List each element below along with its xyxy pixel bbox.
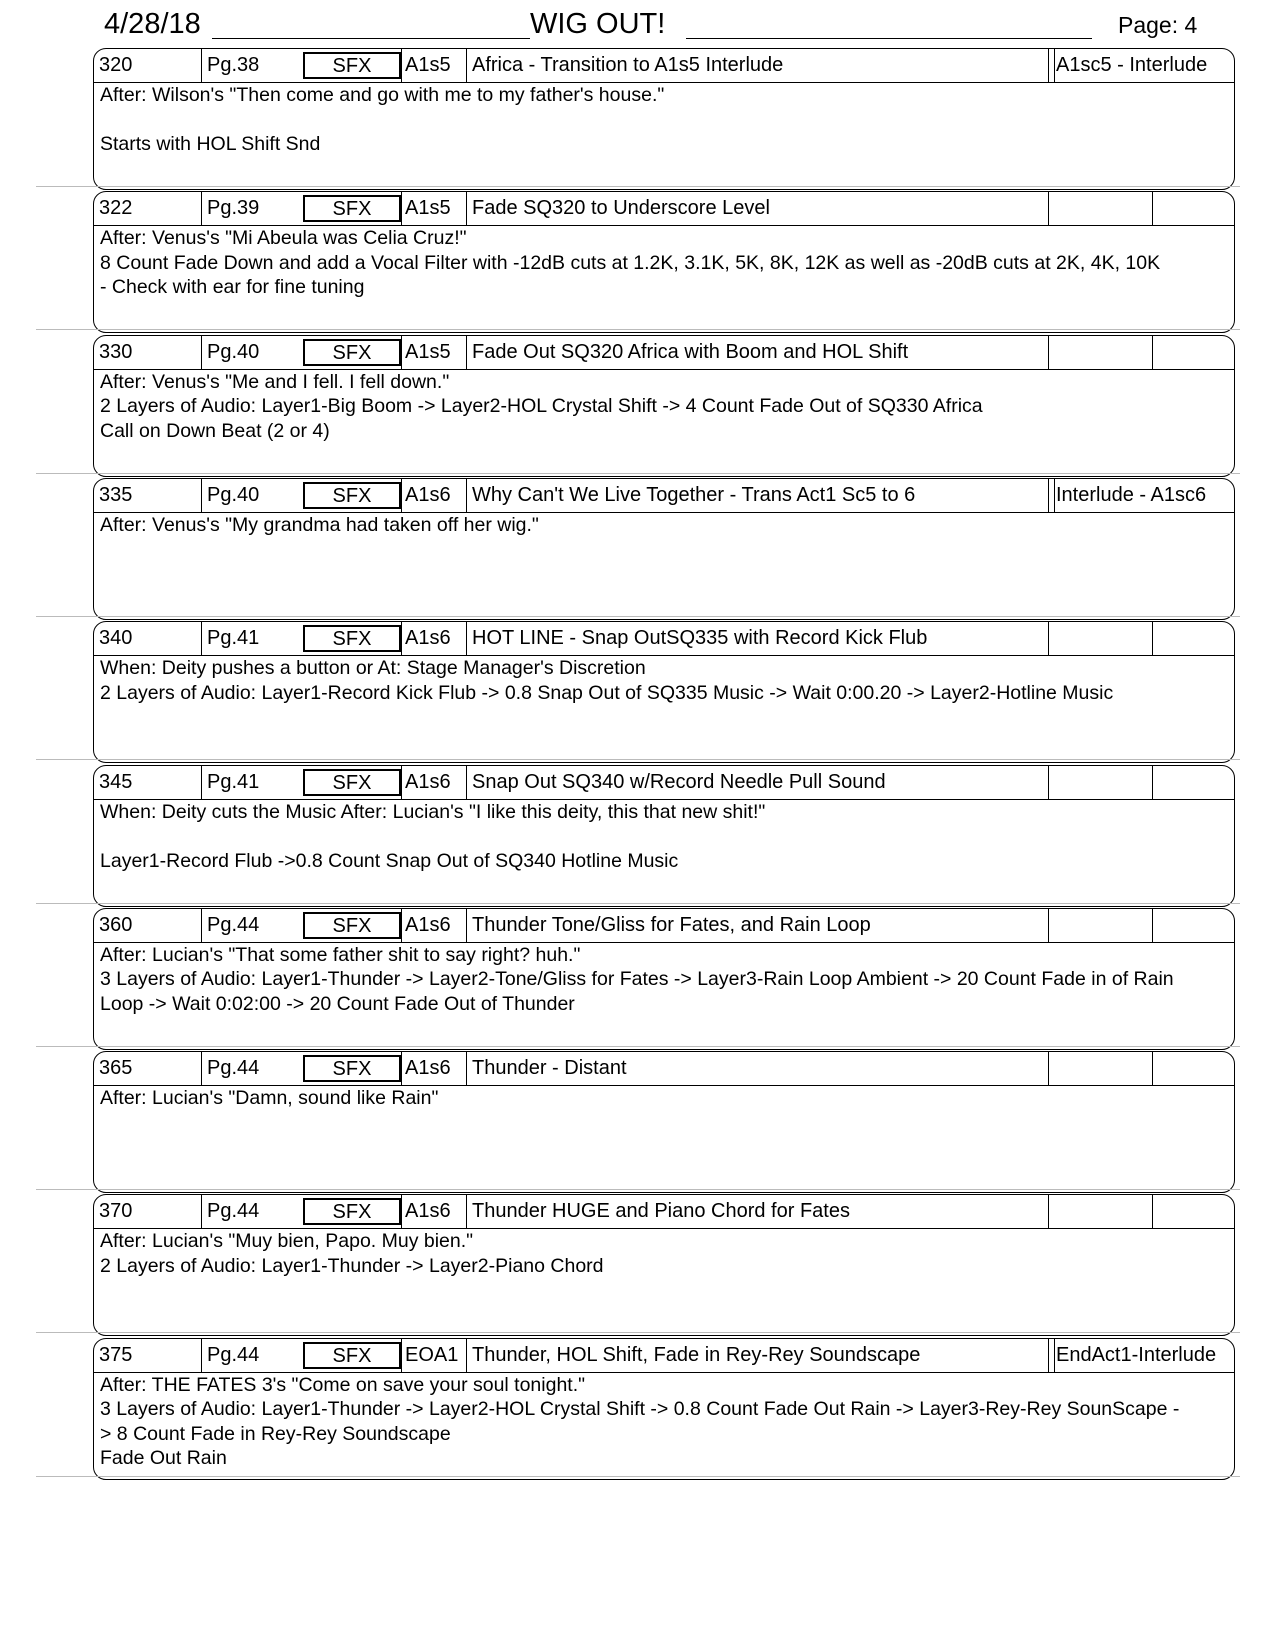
cue-header-row: [94, 479, 1234, 513]
cue-card: [93, 908, 1235, 1050]
cue-body-text: After: Lucian's "Muy bien, Papo. Muy bien." 2 Layers of Audio: Layer1-Thunder -> Layer2-Piano Chord: [100, 1230, 604, 1277]
cue-blank-cell: [1049, 909, 1153, 942]
cue-section-note: A1sc5 - Interlude: [1056, 54, 1208, 76]
cue-scene: EOA1: [401, 1339, 467, 1372]
cue-number: 330: [94, 336, 202, 369]
cue-description: Fade SQ320 to Underscore Level: [467, 192, 1049, 225]
cue-header-row: [94, 909, 1234, 943]
cue-scene: A1s6: [401, 1195, 467, 1228]
cue-script-page: Pg.40: [207, 483, 260, 506]
cue-section-note: Interlude - A1sc6: [1056, 483, 1207, 506]
page-header: [0, 0, 1275, 48]
cue-section-note: [1153, 1195, 1235, 1228]
cue-section-note: [1153, 1052, 1235, 1085]
cue-body-text: After: Lucian's "That some father shit to say right? huh." 3 Layers of Audio: Layer1-Thunder -> Layer2-Tone/Gliss for Fates -> Layer3-Rain Loop Ambient -> 20 Count Fade in of Rain Loop -> Wait 0:02:00 -> 20 Count Fade Out of Thunder: [100, 943, 1174, 1015]
cue-header-row: [94, 192, 1234, 226]
cue-scene: A1s6: [401, 909, 467, 942]
cue-section-note: [1153, 336, 1235, 369]
header-date: 4/28/18: [104, 8, 201, 40]
cue-description: Fade Out SQ320 Africa with Boom and HOL Shift: [467, 336, 1049, 369]
cue-header-row: [94, 1052, 1234, 1086]
cue-section-note: [1153, 622, 1235, 655]
cue-blank-cell: [1049, 1195, 1153, 1228]
cue-script-page: Pg.41: [207, 627, 260, 650]
cue-header-row: [94, 336, 1234, 370]
cue-header-row: [94, 1195, 1234, 1229]
cue-type-badge: SFX: [303, 482, 401, 509]
cue-separator-line: [36, 1332, 1240, 1333]
cue-type-badge: SFX: [303, 1198, 401, 1225]
cue-script-page: Pg.44: [207, 1200, 260, 1223]
cue-script-page: Pg.39: [207, 197, 260, 220]
cue-section-note: [1153, 909, 1235, 942]
cue-description: Thunder Tone/Gliss for Fates, and Rain Loop: [467, 909, 1049, 942]
cue-body-text: When: Deity cuts the Music After: Lucian's "I like this deity, this that new shit!" Layer1-Record Flub ->0.8 Count Snap Out of SQ340 Hotline Music: [100, 800, 766, 872]
cue-header-row: [94, 1339, 1234, 1373]
cue-script-page: Pg.44: [207, 1343, 260, 1366]
cue-description: Thunder, HOL Shift, Fade in Rey-Rey Soundscape: [467, 1339, 1049, 1372]
header-underline-right: [686, 38, 1092, 39]
cue-body-text: After: Venus's "My grandma had taken off her wig.": [100, 513, 539, 536]
cue-number: 322: [94, 192, 202, 225]
cue-scene: A1s6: [401, 1052, 467, 1085]
cue-number: 345: [94, 766, 202, 799]
cue-number: 365: [94, 1052, 202, 1085]
cue-separator-line: [36, 473, 1240, 474]
cue-card: [93, 765, 1235, 907]
cue-scene: A1s6: [401, 622, 467, 655]
cue-type-badge: SFX: [303, 339, 401, 366]
cue-number: 375: [94, 1339, 202, 1372]
header-title: WIG OUT!: [530, 8, 666, 40]
cue-card: [93, 335, 1235, 477]
cue-number: 370: [94, 1195, 202, 1228]
cue-scene: A1s5: [401, 49, 467, 82]
cue-number: 360: [94, 909, 202, 942]
cue-scene: A1s6: [401, 479, 467, 512]
cue-number: 335: [94, 479, 202, 512]
cue-body-text: After: Wilson's "Then come and go with me to my father's house." Starts with HOL Shift Snd: [100, 84, 665, 155]
cue-card: [93, 478, 1235, 620]
cue-type-badge: SFX: [303, 1055, 401, 1082]
cue-type-badge: SFX: [303, 912, 401, 939]
cue-script-page: Pg.40: [207, 340, 260, 363]
cue-card: [93, 1051, 1235, 1193]
cue-separator-line: [36, 759, 1240, 760]
cue-script-page: Pg.41: [207, 770, 260, 793]
cue-blank-cell: [1049, 192, 1153, 225]
cue-type-badge: SFX: [303, 1342, 401, 1369]
header-page-number: Page: 4: [1118, 12, 1198, 38]
cue-card: [93, 1338, 1235, 1480]
cue-body-text: After: THE FATES 3's "Come on save your soul tonight." 3 Layers of Audio: Layer1-Thunder -> Layer2-HOL Crystal Shift -> 0.8 Count Fade Out Rain -> Layer3-Rey-Rey SounScape - > 8 Count Fade in Rey-Rey Soundscape Fade Out Rain: [100, 1373, 1180, 1470]
cue-section-note: EndAct1-Interlude: [1056, 1343, 1217, 1366]
cue-separator-line: [36, 1476, 1240, 1477]
cue-card: [93, 621, 1235, 763]
cue-separator-line: [36, 616, 1240, 617]
cue-separator-line: [36, 329, 1240, 330]
cue-script-page: Pg.44: [207, 1057, 260, 1080]
cue-card: [93, 1194, 1235, 1336]
cue-section-note: [1153, 192, 1235, 225]
cue-description: HOT LINE - Snap OutSQ335 with Record Kick Flub: [467, 622, 1049, 655]
cue-scene: A1s6: [401, 766, 467, 799]
cue-blank-cell: [1049, 1052, 1153, 1085]
cue-separator-line: [36, 186, 1240, 187]
cue-type-badge: SFX: [303, 625, 401, 652]
cue-header-row: [94, 622, 1234, 656]
cue-header-row: [94, 766, 1234, 800]
cue-number: 340: [94, 622, 202, 655]
cue-script-page: Pg.44: [207, 913, 260, 936]
cue-script-page: Pg.38: [207, 54, 260, 76]
cue-type-badge: SFX: [303, 769, 401, 796]
cue-blank-cell: [1049, 622, 1153, 655]
cue-separator-line: [36, 903, 1240, 904]
cue-description: Snap Out SQ340 w/Record Needle Pull Sound: [467, 766, 1049, 799]
cue-blank-cell: [1049, 336, 1153, 369]
cue-card: [93, 191, 1235, 333]
cue-description: Thunder HUGE and Piano Chord for Fates: [467, 1195, 1049, 1228]
cue-separator-line: [36, 1046, 1240, 1047]
cue-header-row: [94, 49, 1234, 83]
cue-scene: A1s5: [401, 336, 467, 369]
cue-body-text: When: Deity pushes a button or At: Stage Manager's Discretion 2 Layers of Audio: Layer1-Record Kick Flub -> 0.8 Snap Out of SQ335 Music -> Wait 0:00.20 -> Layer2-Hotline Music: [100, 657, 1114, 704]
cue-card: [93, 48, 1235, 190]
cue-scene: A1s5: [401, 192, 467, 225]
cue-type-badge: SFX: [303, 195, 401, 222]
cue-description: Africa - Transition to A1s5 Interlude: [467, 49, 1049, 82]
cue-type-badge: SFX: [303, 52, 401, 79]
cue-separator-line: [36, 1189, 1240, 1190]
cue-body-text: After: Venus's "Me and I fell. I fell down." 2 Layers of Audio: Layer1-Big Boom -> Layer2-HOL Crystal Shift -> 4 Count Fade Out of SQ330 Africa Call on Down Beat (2 or 4): [100, 370, 983, 442]
cue-blank-cell: [1049, 766, 1153, 799]
cue-description: Thunder - Distant: [467, 1052, 1049, 1085]
cue-description: Why Can't We Live Together - Trans Act1 Sc5 to 6: [467, 479, 1049, 512]
cue-number: 320: [94, 49, 202, 82]
header-underline-left: [212, 38, 530, 39]
cue-body-text: After: Venus's "Mi Abeula was Celia Cruz!" 8 Count Fade Down and add a Vocal Filter with -12dB cuts at 1.2K, 3.1K, 5K, 8K, 12K as well as -20dB cuts at 2K, 4K, 10K - Check with ear for fine tuning: [100, 227, 1161, 299]
cue-section-note: [1153, 766, 1235, 799]
cue-body-text: After: Lucian's "Damn, sound like Rain": [100, 1087, 439, 1110]
